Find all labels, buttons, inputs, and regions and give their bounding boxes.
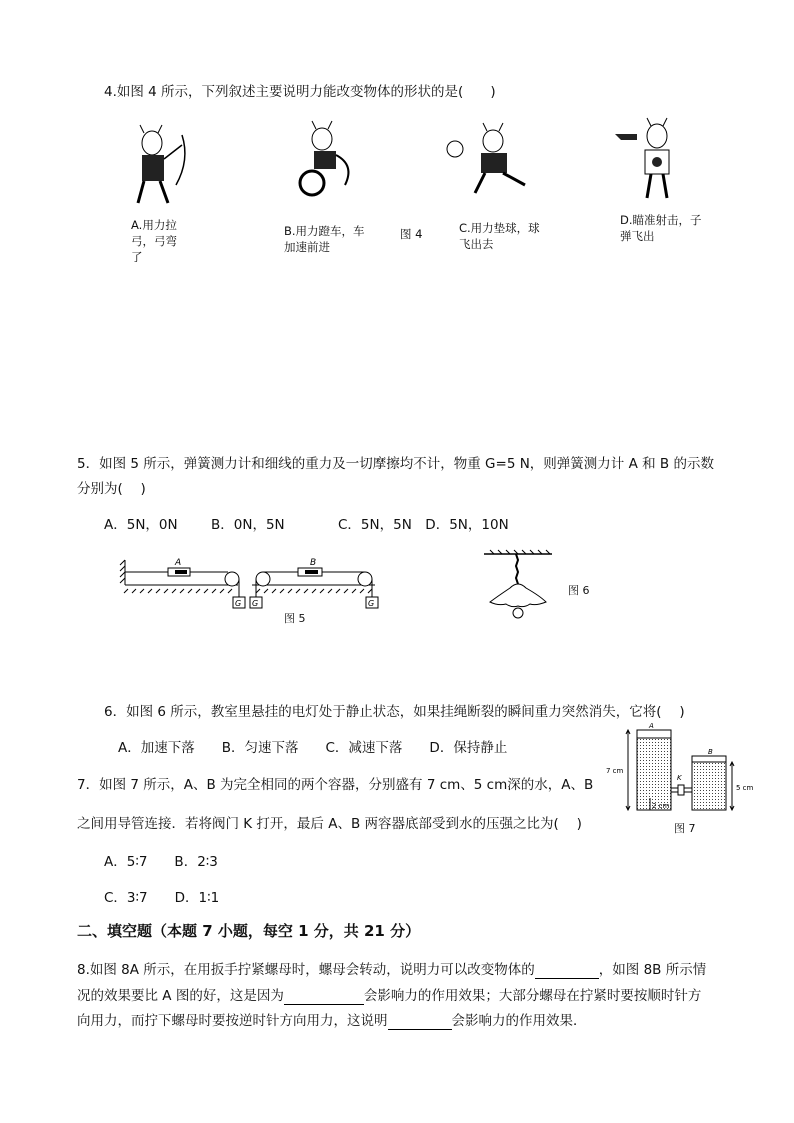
goat-archer-image xyxy=(130,125,190,205)
dim-5cm: 5 cm xyxy=(736,784,754,792)
q4-option-d: D.瞄准射击，子 弹飞出 xyxy=(620,213,702,243)
dim-2cm: 2 cm xyxy=(652,802,670,810)
fig6-label: 图 6 xyxy=(568,584,590,597)
q4-stem: 4.如图 4 所示，下列叙述主要说明力能改变物体的形状的是( ) xyxy=(104,84,496,100)
q5-option-b: B．0N，5N xyxy=(211,517,285,533)
fig4-label: 图 4 xyxy=(400,227,423,241)
q4-option-c: C.用力垫球，球 飞出去 xyxy=(459,221,540,251)
q5-option-cd: C．5N，5N D．5N，10N xyxy=(338,517,509,533)
fig5-spring-diagram xyxy=(120,555,390,615)
goat-volleyball-image xyxy=(445,125,540,200)
q8-line3: 向用力，而拧下螺母时要按逆时针方向用力，这说明 会影响力的作用效果． xyxy=(77,1013,587,1029)
q8-blank-1[interactable] xyxy=(535,962,599,979)
fig7-container-diagram xyxy=(606,720,762,815)
wall-left xyxy=(120,560,125,585)
q5-stem-line1: 5．如图 5 所示，弹簧测力计和细线的重力及一切摩擦均不计，物重 G=5 N，则弹簧测力计 A 和 B 的示数 xyxy=(77,456,714,472)
container-a-label: A xyxy=(649,722,654,730)
q8-line2: 况的效果要比 A 图的好，这是因为 会影响力的作用效果；大部分螺母在拧紧时要按顺时针方 xyxy=(77,988,702,1004)
spring-b-label: B xyxy=(310,558,317,568)
weight-g-right: G xyxy=(368,599,375,608)
fig5-label: 图 5 xyxy=(284,612,306,625)
container-b-label: B xyxy=(708,748,713,756)
dim-7cm: 7 cm xyxy=(606,767,624,775)
q7-options-cd: C．3∶7 D．1∶1 xyxy=(104,890,220,906)
q5-option-a: A．5N，0N xyxy=(104,517,178,533)
q6-stem: 6．如图 6 所示，教室里悬挂的电灯处于静止状态，如果挂绳断裂的瞬间重力突然消失，它将( ) xyxy=(104,704,685,720)
q5-stem-line2: 分别为( ) xyxy=(77,481,146,497)
goat-shooter-image xyxy=(615,120,685,200)
fig6-lamp-diagram xyxy=(484,550,554,622)
fig7-label: 图 7 xyxy=(674,822,696,835)
q4-option-a: A.用力拉 弓，弓弯 了 xyxy=(131,218,177,264)
q7-stem-line2: 之间用导管连接．若将阀门 K 打开，最后 A、B 两容器底部受到水的压强之比为( ) xyxy=(77,816,582,832)
q8-line1: 8.如图 8A 所示，在用扳手拧紧螺母时，螺母会转动，说明力可以改变物体的 ，如图 8B 所示情 xyxy=(77,962,707,978)
q4-option-b: B.用力蹬车，车 加速前进 xyxy=(284,224,365,254)
q6-options: A．加速下落 B．匀速下落 C．减速下落 D．保持静止 xyxy=(118,740,508,756)
weight-g-mid: G xyxy=(252,599,259,608)
goat-cyclist-image xyxy=(300,125,360,205)
section2-heading: 二、填空题（本题 7 小题，每空 1 分，共 21 分） xyxy=(77,922,421,940)
q8-blank-3[interactable] xyxy=(388,1013,452,1030)
valve-k-label: K xyxy=(677,774,682,782)
q7-stem-line1: 7．如图 7 所示，A、B 为完全相同的两个容器，分别盛有 7 cm、5 cm深的水，A、B xyxy=(77,777,594,793)
spring-a-label: A xyxy=(175,558,182,568)
q7-options-ab: A．5∶7 B．2∶3 xyxy=(104,854,218,870)
weight-g-left: G xyxy=(235,599,242,608)
q8-blank-2[interactable] xyxy=(284,988,364,1005)
